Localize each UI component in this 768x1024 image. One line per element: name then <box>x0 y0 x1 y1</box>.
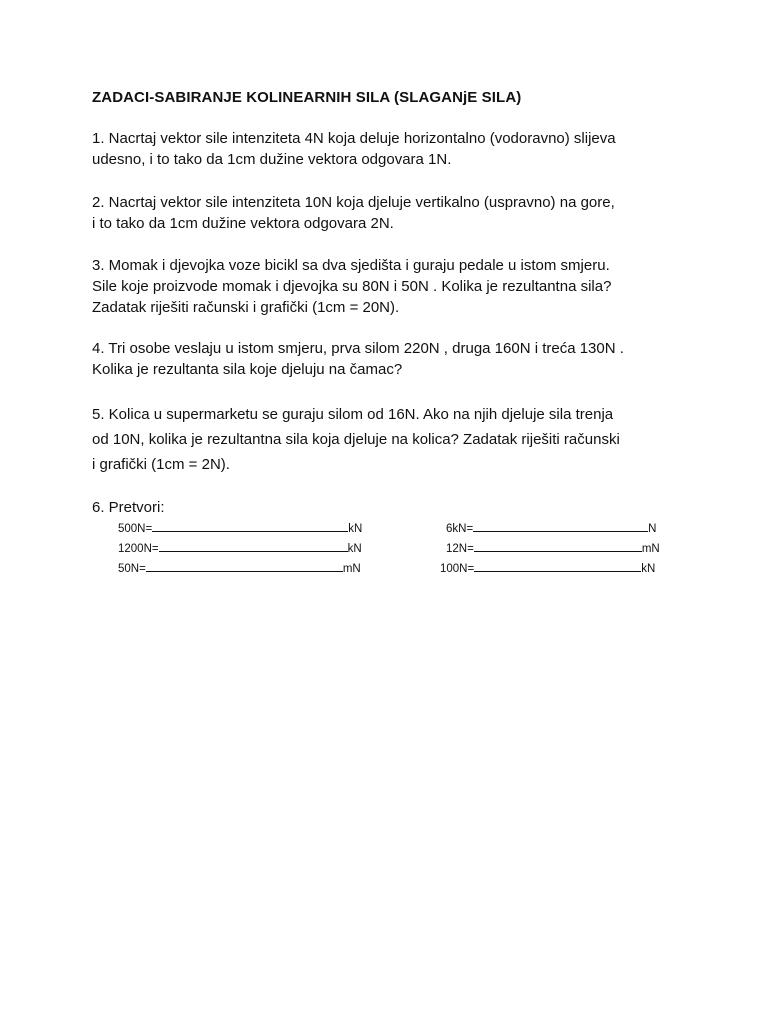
task-4 <box>92 338 692 380</box>
conversion-item-unit: kN <box>348 523 363 535</box>
document-title: ZADACI-SABIRANJE KOLINEARNIH SILA (SLAGANjE SILA) <box>92 89 522 106</box>
task-3-line-3: Zadatak riješiti računski i grafički (1cm = 20N). <box>92 299 400 316</box>
answer-blank[interactable] <box>146 560 343 572</box>
conversion-item-6kn <box>446 520 656 537</box>
conversion-item-unit: kN <box>347 543 362 555</box>
task-2-line-1: 2. Nacrtaj vektor sile intenziteta 10N koja djeluje vertikalno (uspravno) na gore, <box>92 194 615 211</box>
conversion-item-left: 50N= <box>118 563 146 575</box>
conversion-item-left: 100N= <box>440 563 475 575</box>
conversion-item-unit: mN <box>342 563 361 575</box>
conversion-item-left: 6kN= <box>446 523 474 535</box>
conversion-item-unit: kN <box>641 563 656 575</box>
answer-blank[interactable] <box>152 520 348 532</box>
answer-blank[interactable] <box>474 560 641 572</box>
answer-blank[interactable] <box>159 540 348 552</box>
conversion-heading: 6. Pretvori: <box>92 499 165 516</box>
answer-blank[interactable] <box>474 540 642 552</box>
conversion-item-left: 500N= <box>118 523 153 535</box>
task-3-line-2: Sile koje proizvode momak i djevojka su 80N i 50N . Kolika je rezultantna sila? <box>92 278 612 295</box>
task-5-line-2: od 10N, kolika je rezultantna sila koja djeluje na kolica? Zadatak riješiti računski <box>92 431 620 448</box>
conversion-item-12n <box>446 540 660 557</box>
task-3 <box>92 255 692 318</box>
task-1-line-2: udesno, i to tako da 1cm dužine vektora odgovara 1N. <box>92 151 452 168</box>
task-4-line-1: 4. Tri osobe veslaju u istom smjeru, prva silom 220N , druga 160N i treća 130N . <box>92 340 624 357</box>
conversion-item-left: 1200N= <box>118 543 159 555</box>
task-4-line-2: Kolika je rezultanta sila koje djeluju na čamac? <box>92 361 403 378</box>
conversion-item-500n <box>118 520 362 537</box>
task-5-line-1: 5. Kolica u supermarketu se guraju silom od 16N. Ako na njih djeluje sila trenja <box>92 406 614 423</box>
task-2 <box>92 192 692 234</box>
conversion-item-1200n <box>118 540 362 557</box>
task-5-line-3: i grafički (1cm = 2N). <box>92 456 230 473</box>
conversion-item-50n <box>118 560 361 577</box>
conversion-item-unit: mN <box>641 543 660 555</box>
task-1-line-1: 1. Nacrtaj vektor sile intenziteta 4N koja deluje horizontalno (vodoravno) slijeva <box>92 130 616 147</box>
conversion-item-left: 12N= <box>446 543 474 555</box>
task-1 <box>92 128 692 170</box>
task-5 <box>92 402 692 477</box>
conversion-item-unit: N <box>648 523 657 535</box>
answer-blank[interactable] <box>473 520 648 532</box>
task-3-line-1: 3. Momak i djevojka voze bicikl sa dva sjedišta i guraju pedale u istom smjeru. <box>92 257 610 274</box>
task-2-line-2: i to tako da 1cm dužine vektora odgovara 2N. <box>92 215 394 232</box>
conversion-item-100n <box>440 560 655 577</box>
